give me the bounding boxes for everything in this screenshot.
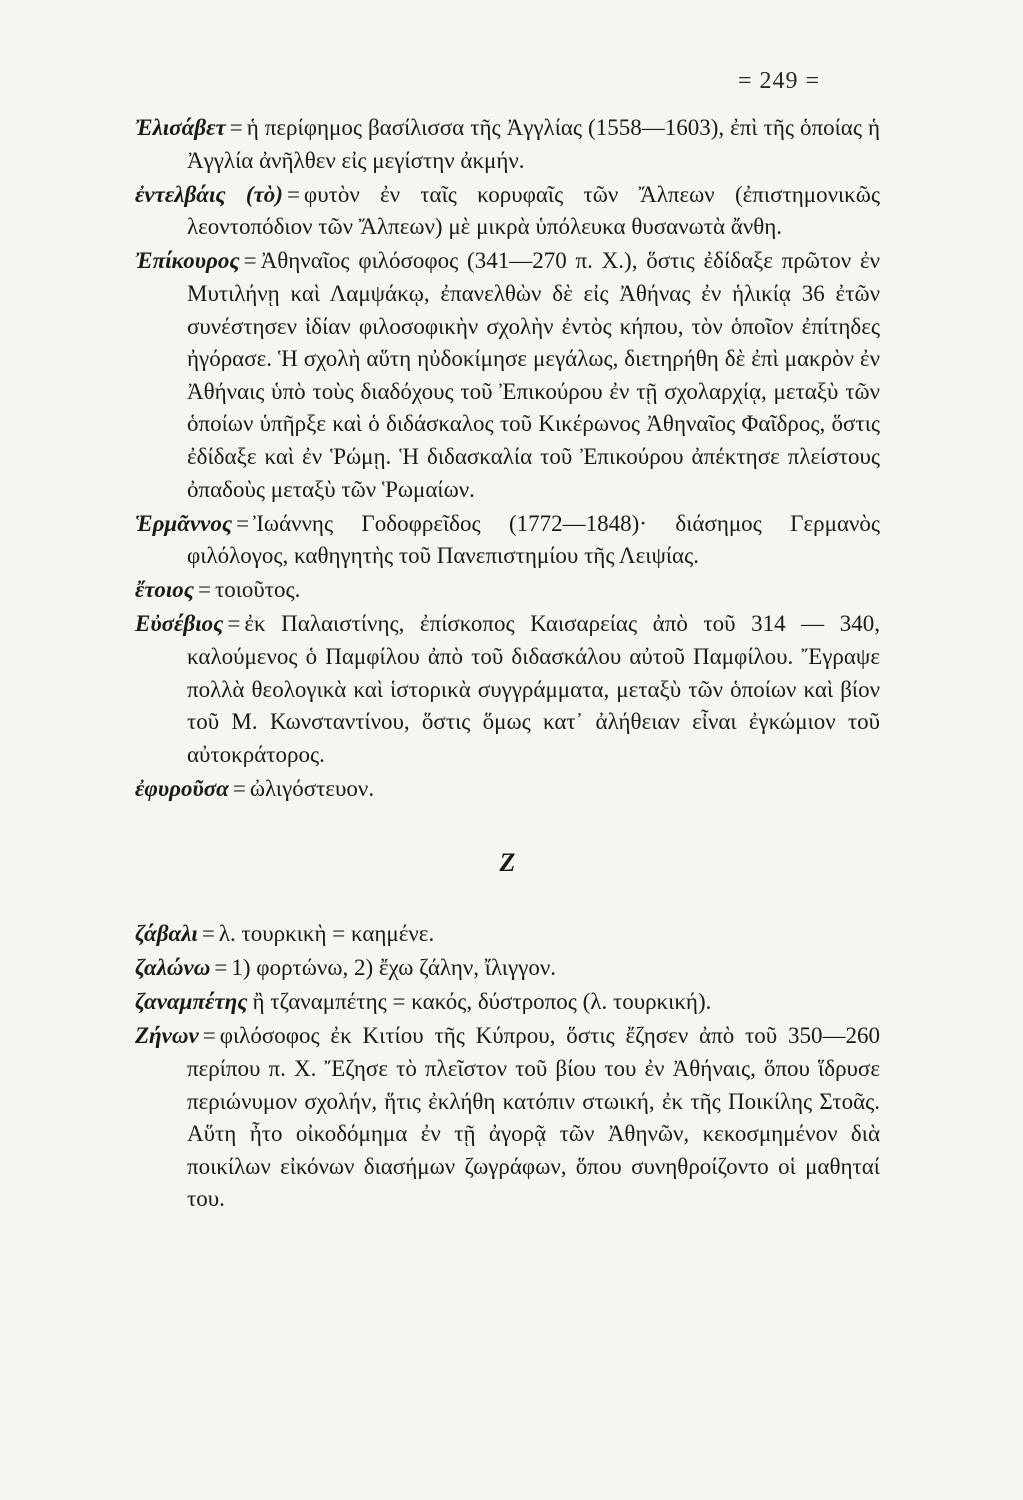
entry-separator: = bbox=[227, 611, 241, 637]
entry-separator: = bbox=[236, 510, 250, 536]
glossary-entry bbox=[135, 1020, 880, 1216]
entry-definition: τοιοῦτος. bbox=[214, 577, 301, 603]
entry-headword: ζαναμπέτης bbox=[135, 989, 248, 1015]
entry-separator: = bbox=[229, 115, 243, 140]
glossary-entry bbox=[135, 179, 880, 244]
entry-definition: ἢ τζαναμπέτης = κακός, δύστροπος (λ. τουρκική). bbox=[252, 989, 712, 1015]
entry-definition: 1) φορτώνω, 2) ἔχω ζάλην, ἴλιγγον. bbox=[231, 955, 556, 981]
glossary-entry bbox=[135, 918, 880, 951]
entry-separator: = bbox=[214, 955, 228, 981]
entry-separator: = bbox=[201, 921, 215, 947]
entry-definition: φυτὸν ἐν ταῖς κορυφαῖς τῶν Ἄλπεων (ἐπιστημονικῶς λεοντοπόδιον τῶν Ἄλπεων) μὲ μικρὰ ὑπόλευκα θυσανωτὰ ἄνθη. bbox=[187, 181, 880, 240]
entry-headword: ζάβαλι bbox=[135, 921, 198, 947]
entry-separator: = bbox=[243, 248, 257, 274]
entry-definition: ἐκ Παλαιστίνης, ἐπίσκοπος Καισαρείας ἀπὸ τοῦ 314 — 340, καλούμενος ὁ Παμφίλου ἀπὸ τοῦ διδασκάλου αὐτοῦ Παμφίλου. Ἔγραψε πολλὰ θεολογικὰ καὶ ἱστορικὰ συγγράμματα, μεταξὺ τῶν ὁποίων καὶ βίον τοῦ Μ. Κωνσταντίνου, ὅστις ὅμως κατ᾽ ἀλήθειαν εἶναι ἐγκώμιον τοῦ αὐτοκράτορος. bbox=[187, 611, 880, 767]
entry-headword: ζαλώνω bbox=[135, 955, 211, 981]
entry-definition: Ἀθηναῖος φιλόσοφος (341—270 π. Χ.), ὅστις ἐδίδαξε πρῶτον ἐν Μυτιλήνῃ καὶ Λαμψάκῳ, ἐπανελθὼν δὲ εἰς Ἀθήνας ἐν ἡλικίᾳ 36 ἐτῶν συνέστησεν ἰδίαν φιλοσοφικὴν σχολὴν ἐντὸς κήπου, τὸν ὁποῖον ἐπίτηδες ἠγόρασε. Ἡ σχολὴ αὕτη ηὐδοκίμησε μεγάλως, διετηρήθη δὲ ἐπὶ μακρὸν ἐν Ἀθήναις ὑπὸ τοὺς διαδόχους τοῦ Ἐπικούρου ἐν τῇ σχολαρχίᾳ, μεταξὺ τῶν ὁποίων ὑπῆρξε καὶ ὁ διδάσκαλος τοῦ Κικέρωνος Ἀθηναῖος Φαῖδρος, ὅστις ἐδίδαξε καὶ ἐν Ῥώμῃ. Ἡ διδασκαλία τοῦ Ἐπικούρου ἀπέκτησε πλείστους ὀπαδοὺς μεταξὺ τῶν Ῥωμαίων. bbox=[187, 248, 880, 502]
glossary-entry bbox=[135, 986, 880, 1019]
entry-headword: Ἐλισάβετ bbox=[135, 115, 226, 140]
entry-definition: ὠλιγόστευον. bbox=[249, 775, 375, 801]
entry-definition: ἡ περίφημος βασίλισσα τῆς Ἀγγλίας (1558—1603), ἐπὶ τῆς ὁποίας ἡ Ἀγγλία ἀνῆλθεν εἰς μεγίστην ἀκμήν. bbox=[187, 115, 880, 173]
glossary-entry bbox=[135, 773, 880, 806]
entry-separator: = bbox=[286, 181, 300, 207]
glossary-entry bbox=[135, 112, 880, 177]
glossary-entry bbox=[135, 508, 880, 573]
entry-headword: Ἑρμᾶννος bbox=[135, 510, 233, 536]
entry-definition: λ. τουρκικὴ = καημένε. bbox=[218, 921, 435, 947]
entry-headword: ἔτοιος bbox=[135, 577, 194, 603]
page-number: = 249 = bbox=[738, 68, 821, 94]
entry-headword: Ἐπίκουρος bbox=[135, 248, 240, 274]
entry-headword: ἐφυροῦσα bbox=[135, 775, 229, 801]
entry-separator: = bbox=[197, 577, 211, 603]
entry-headword: Εὐσέβιος bbox=[135, 611, 224, 637]
entry-headword: ἐντελβάις (τὸ) bbox=[135, 181, 283, 207]
entry-definition: Ἰωάννης Γοδοφρεῖδος (1772—1848)· διάσημος Γερμανὸς φιλόλογος, καθηγητὴς τοῦ Πανεπιστημίου τῆς Λειψίας. bbox=[187, 510, 880, 569]
entry-definition: φιλόσοφος ἐκ Κιτίου τῆς Κύπρου, ὅστις ἔζησεν ἀπὸ τοῦ 350—260 περίπου π. Χ. Ἔζησε τὸ πλεῖστον τοῦ βίου του ἐν Ἀθήναις, ὅπου ἵδρυσε περιώνυμον σχολήν, ἥτις ἐκλήθη κατόπιν στωική, ἐκ τῆς Ποικίλης Στοᾶς. Αὕτη ἦτο οἰκοδόμημα ἐν τῇ ἀγορᾷ τῶν Ἀθηνῶν, κεκοσμημένον διὰ ποικίλων εἰκόνων διασήμων ζωγράφων, ὅπου συνηθροίζοντο οἱ μαθηταί του. bbox=[187, 1023, 880, 1212]
glossary-column bbox=[135, 112, 880, 1217]
entry-headword: Ζήνων bbox=[135, 1023, 199, 1049]
glossary-entry bbox=[135, 245, 880, 506]
entry-separator: = bbox=[232, 775, 246, 801]
glossary-entry bbox=[135, 952, 880, 985]
glossary-entry bbox=[135, 608, 880, 771]
section-letter-heading: Z bbox=[499, 848, 516, 878]
glossary-entry bbox=[135, 574, 880, 607]
entry-separator: = bbox=[202, 1023, 216, 1049]
